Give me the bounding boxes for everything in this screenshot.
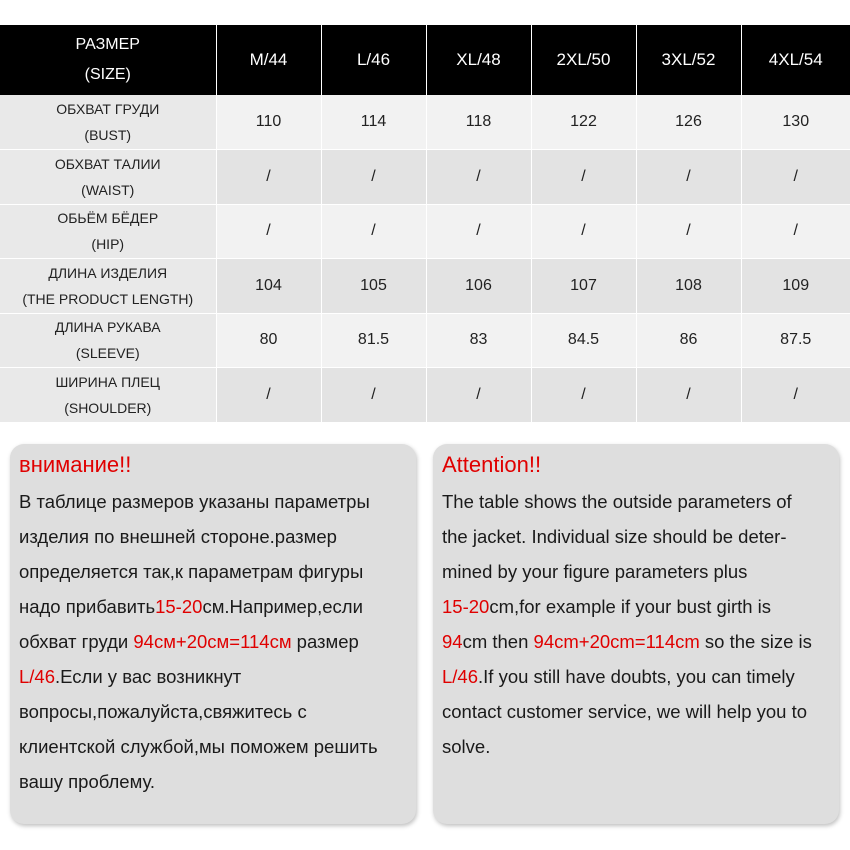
row-label-ru: ШИРИНА ПЛЕЦ	[55, 373, 161, 390]
table-cell: /	[321, 368, 426, 423]
row-label	[0, 150, 216, 205]
note-text: размер	[291, 631, 359, 652]
size-header-en: (SIZE)	[84, 66, 131, 83]
note-text: contact customer service, we will help you to	[442, 701, 808, 722]
row-label-en: (HIP)	[91, 236, 125, 253]
table-cell: /	[636, 368, 741, 423]
note-line	[442, 624, 831, 659]
note-body-en	[442, 484, 831, 764]
note-line	[19, 694, 408, 729]
row-label-ru: ДЛИНА ИЗДЕЛИЯ	[48, 264, 168, 281]
table-cell: /	[741, 150, 850, 205]
note-text: mined by your figure parameters plus	[442, 561, 748, 582]
row-label	[0, 95, 216, 150]
table-cell: 107	[531, 259, 636, 314]
table-cell: /	[636, 204, 741, 259]
note-text: надо прибавить	[19, 596, 156, 617]
table-cell: 114	[321, 95, 426, 150]
size-header-cell: M/44	[216, 25, 321, 95]
note-line	[442, 519, 831, 554]
note-text: клиентской службой,мы поможем решить	[19, 736, 378, 757]
note-line	[442, 554, 831, 589]
note-line	[442, 589, 831, 624]
note-line	[442, 694, 831, 729]
note-text: обхват груди	[19, 631, 134, 652]
table-header-row	[0, 25, 850, 95]
table-cell: 105	[321, 259, 426, 314]
row-label-en: (THE PRODUCT LENGTH)	[22, 290, 194, 307]
table-cell: /	[321, 204, 426, 259]
size-header-cell: 2XL/50	[531, 25, 636, 95]
note-text: cm,for example if your bust girth is	[489, 596, 772, 617]
table-cell: /	[531, 368, 636, 423]
table-cell: 110	[216, 95, 321, 150]
table-row	[0, 368, 850, 423]
table-row	[0, 150, 850, 205]
row-label	[0, 368, 216, 423]
table-cell: 86	[636, 313, 741, 368]
table-cell: 130	[741, 95, 850, 150]
table-cell: 109	[741, 259, 850, 314]
table-cell: /	[741, 204, 850, 259]
note-text: В таблице размеров указаны параметры	[19, 491, 370, 512]
size-header-cell: 4XL/54	[741, 25, 850, 95]
size-column-header	[0, 25, 216, 95]
note-text: см.Например,если	[202, 596, 363, 617]
note-text: изделия по внешней стороне.размер	[19, 526, 337, 547]
note-text: solve.	[442, 736, 491, 757]
note-line	[442, 659, 831, 694]
attention-note-russian	[10, 444, 416, 824]
note-line	[19, 624, 408, 659]
size-header-cell: 3XL/52	[636, 25, 741, 95]
table-cell: /	[216, 368, 321, 423]
note-line	[19, 519, 408, 554]
table-cell: /	[426, 150, 531, 205]
size-header-cell: XL/48	[426, 25, 531, 95]
table-cell: /	[741, 368, 850, 423]
row-label-ru: ДЛИНА РУКАВА	[54, 319, 161, 336]
table-cell: /	[216, 150, 321, 205]
table-cell: /	[531, 204, 636, 259]
row-label-ru: ОБЬЁМ БЁДЕР	[57, 210, 159, 227]
note-text: .Если у вас возникнут	[55, 666, 242, 687]
note-line	[19, 554, 408, 589]
note-text: the jacket. Individual size should be deter-	[442, 526, 787, 547]
note-line	[19, 659, 408, 694]
table-cell: 104	[216, 259, 321, 314]
row-label	[0, 259, 216, 314]
attention-note-english	[433, 444, 839, 824]
highlighted-text: 15-20	[442, 596, 490, 617]
note-line	[19, 729, 408, 764]
note-body-ru	[19, 484, 408, 799]
table-cell: /	[636, 150, 741, 205]
row-label-en: (BUST)	[84, 127, 132, 143]
note-line	[19, 764, 408, 799]
table-cell: 84.5	[531, 313, 636, 368]
table-cell: /	[426, 368, 531, 423]
table-cell: 126	[636, 95, 741, 150]
row-label	[0, 313, 216, 368]
row-label-ru: ОБХВАТ ГРУДИ	[56, 101, 160, 117]
note-text: определяется так,к параметрам фигуры	[19, 561, 364, 582]
table-cell: 122	[531, 95, 636, 150]
highlighted-text: L/46	[19, 666, 56, 687]
highlighted-text: 94см+20см=114см	[133, 631, 292, 652]
table-cell: /	[321, 150, 426, 205]
table-cell: /	[216, 204, 321, 259]
highlighted-text: 15-20	[155, 596, 203, 617]
row-label-en: (WAIST)	[81, 181, 135, 198]
size-header-ru: РАЗМЕР	[75, 36, 140, 53]
table-cell: 80	[216, 313, 321, 368]
highlighted-text: 94cm+20cm=114cm	[533, 631, 700, 652]
note-text: The table shows the outside parameters of	[442, 491, 792, 512]
table-cell: /	[426, 204, 531, 259]
note-text: cm then	[462, 631, 534, 652]
table-row	[0, 95, 850, 150]
table-row	[0, 204, 850, 259]
table-cell: 87.5	[741, 313, 850, 368]
note-text: вашу проблему.	[19, 771, 156, 792]
note-line	[19, 589, 408, 624]
highlighted-text: L/46	[442, 666, 479, 687]
note-text: вопросы,пожалуйста,свяжитесь с	[19, 701, 307, 722]
highlighted-text: 94	[442, 631, 463, 652]
row-label-en: (SHOULDER)	[64, 399, 152, 416]
note-text: so the size is	[699, 631, 812, 652]
row-label-ru: ОБХВАТ ТАЛИИ	[54, 155, 161, 172]
row-label-en: (SLEEVE)	[75, 345, 140, 362]
table-row	[0, 259, 850, 314]
note-text: .If you still have doubts, you can timely	[478, 666, 795, 687]
table-cell: /	[531, 150, 636, 205]
table-row	[0, 313, 850, 368]
size-header-cell: L/46	[321, 25, 426, 95]
note-line	[442, 484, 831, 519]
table-cell: 81.5	[321, 313, 426, 368]
note-line	[442, 729, 831, 764]
table-cell: 118	[426, 95, 531, 150]
note-title-en: Attention!!	[442, 452, 542, 477]
table-cell: 108	[636, 259, 741, 314]
table-cell: 83	[426, 313, 531, 368]
table-cell: 106	[426, 259, 531, 314]
note-line	[19, 484, 408, 519]
size-chart-table	[0, 25, 850, 423]
note-title-ru: внимание!!	[19, 452, 132, 477]
row-label	[0, 204, 216, 259]
